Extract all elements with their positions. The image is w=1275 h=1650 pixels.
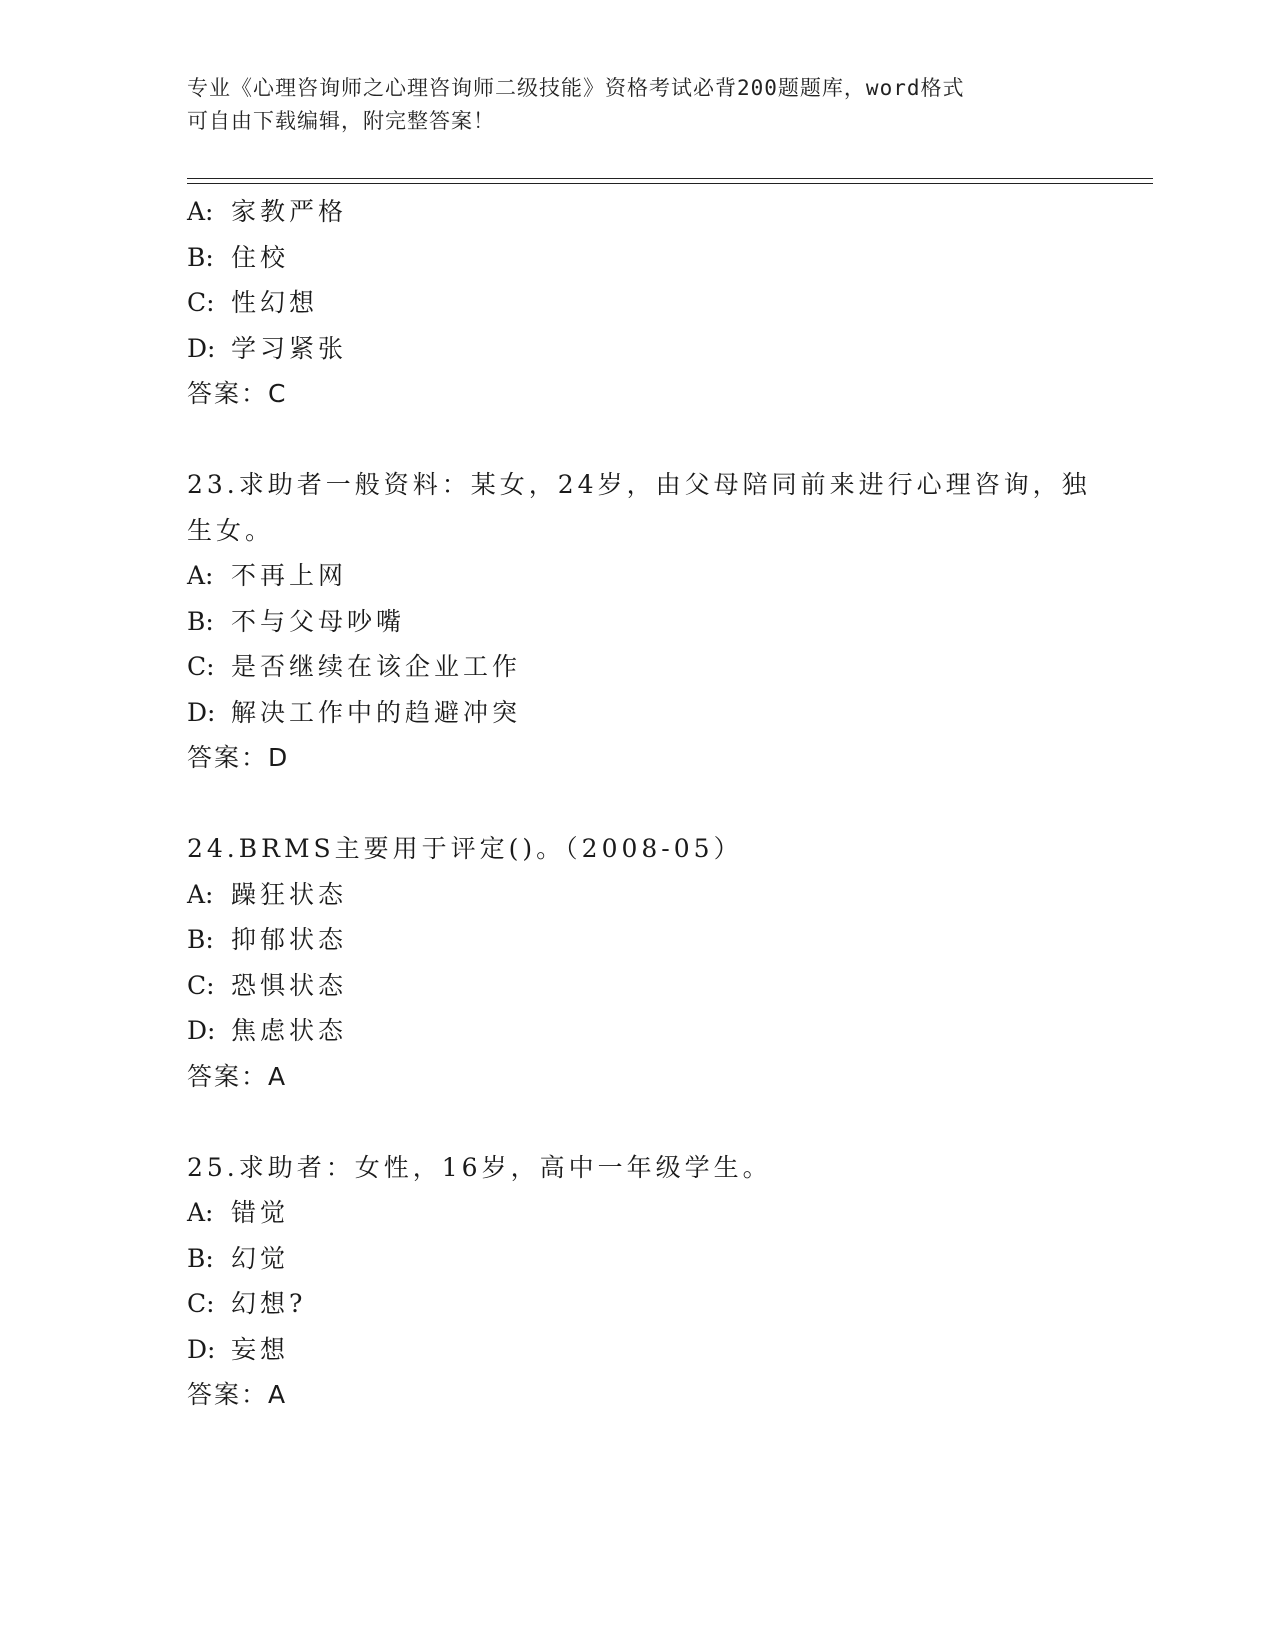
option-text: 错觉 <box>231 1198 290 1227</box>
option-key: C: <box>187 288 215 317</box>
option-text: 恐惧状态 <box>231 970 348 1000</box>
question-option <box>187 189 1087 235</box>
header-line-1: 专业《心理咨询师之心理咨询师二级技能》资格考试必背200题题库，word格式 <box>187 76 965 100</box>
question-option <box>187 235 1087 281</box>
option-key: C: <box>187 970 215 1000</box>
question-list <box>187 189 1091 1418</box>
option-key: A: <box>187 197 214 226</box>
option-key: A: <box>187 879 214 909</box>
question-option <box>187 599 1087 645</box>
question-option <box>187 963 1087 1009</box>
option-key: C: <box>187 652 215 681</box>
option-text: 不再上网 <box>231 561 348 590</box>
option-key: C: <box>187 1289 215 1318</box>
option-text: 学习紧张 <box>231 333 348 363</box>
option-key: B: <box>187 242 214 272</box>
question-option <box>187 1236 1087 1282</box>
question-option <box>187 690 1087 736</box>
option-text: 性幻想 <box>231 288 319 317</box>
question-stem-line: 24.BRMS主要用于评定()。（2008-05） <box>187 834 743 863</box>
question-spacer <box>187 1099 1087 1145</box>
answer-line: 答案：D <box>187 743 290 772</box>
option-key: B: <box>187 1243 214 1273</box>
option-text: 躁狂状态 <box>231 879 348 909</box>
option-key: D: <box>187 333 216 363</box>
question-stem-line: 25.求助者：女性，16岁，高中一年级学生。 <box>187 1152 772 1182</box>
answer-line: 答案：A <box>187 1380 288 1409</box>
option-text: 住校 <box>231 242 290 272</box>
question-stem-line: 23.求助者一般资料：某女，24岁，由父母陪同前来进行心理咨询，独 <box>187 470 1091 499</box>
option-key: A: <box>187 1198 214 1227</box>
option-text: 焦虑状态 <box>231 1016 348 1045</box>
question-spacer <box>187 781 1087 827</box>
option-text: 幻觉 <box>231 1243 290 1273</box>
option-text: 家教严格 <box>231 197 348 226</box>
header-line-2: 可自由下载编辑，附完整答案！ <box>187 109 495 133</box>
option-key: D: <box>187 1016 216 1045</box>
question-option <box>187 1327 1087 1373</box>
question-option <box>187 1190 1087 1236</box>
option-key: D: <box>187 1334 216 1364</box>
answer-line: 答案：A <box>187 1061 288 1091</box>
option-key: D: <box>187 697 216 727</box>
question-option <box>187 326 1087 372</box>
question-option <box>187 1008 1087 1054</box>
document-header <box>187 72 1067 138</box>
question-spacer <box>187 417 1087 463</box>
header-divider-top <box>187 178 1153 179</box>
option-text: 抑郁状态 <box>231 925 348 954</box>
question-option <box>187 917 1087 963</box>
question-option <box>187 280 1087 326</box>
option-text: 是否继续在该企业工作 <box>231 652 522 681</box>
answer-line: 答案：C <box>187 379 288 408</box>
question-option <box>187 872 1087 918</box>
option-text: 妄想 <box>231 1334 290 1364</box>
question-option <box>187 644 1087 690</box>
question-option <box>187 553 1087 599</box>
option-key: B: <box>187 925 214 954</box>
option-text: 幻想? <box>231 1289 307 1318</box>
option-key: B: <box>187 606 214 636</box>
header-divider-bottom <box>187 183 1153 184</box>
question-option <box>187 1281 1087 1327</box>
question-stem-line: 生女。 <box>187 515 275 545</box>
option-text: 不与父母吵嘴 <box>231 606 406 636</box>
option-text: 解决工作中的趋避冲突 <box>231 697 522 727</box>
option-key: A: <box>187 561 214 590</box>
